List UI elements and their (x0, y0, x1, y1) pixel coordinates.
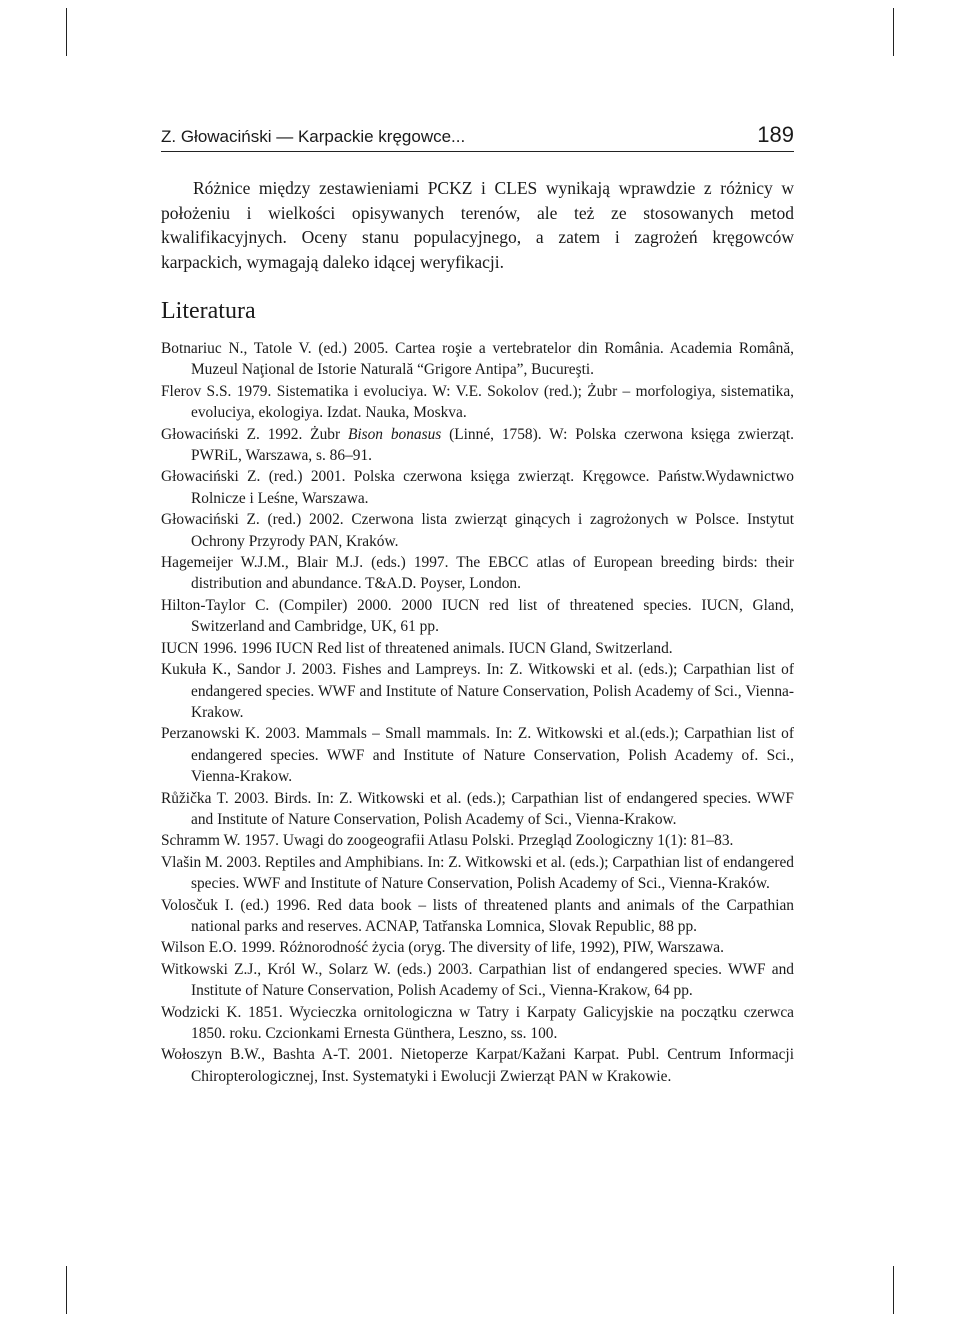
reference-item: Witkowski Z.J., Król W., Solarz W. (eds.) 2003. Carpathian list of endangered species. WWF and Institute of Nature Conservation, Polish Academy of Sci., Vienna-Krakow, 64 pp. (161, 960, 794, 1000)
reference-item: Głowaciński Z. 1992. Żubr Bison bonasus (Linné, 1758). W: Polska czerwona księga zwierząt. PWRiL, Warszawa, s. 86–91. (161, 425, 795, 465)
reference-item: Vlašin M. 2003. Reptiles and Amphibians. In: Z. Witkowski et al. (eds.); Carpathian list of endangered species. WWF and Institute of Nature Conservation, Polish Academy of Sci., Vienna-Kraków. (161, 853, 794, 893)
reference-item: Schramm W. 1957. Uwagi do zoogeografii Atlasu Polski. Przegląd Zoologiczny 1(1): 81–83. (161, 832, 734, 850)
reference-item: IUCN 1996. 1996 IUCN Red list of threatened animals. IUCN Gland, Switzerland. (161, 639, 673, 657)
reference-item: Głowaciński Z. (red.) 2001. Polska czerwona księga zwierząt. Kręgowce. Państw.Wydawnictwo Rolnicze i Leśne, Warszawa. (161, 468, 794, 507)
running-head-title: Z. Głowaciński — Karpackie kręgowce... (161, 127, 466, 146)
reference-item: Kukuła K., Sandor J. 2003. Fishes and Lampreys. In: Z. Witkowski et al. (eds.); Carpathian list of endangered species. WWF and Institute of Nature Conservation, Polish Academy of Sci., Vienna-Krakow. (161, 661, 794, 721)
reference-item: Flerov S.S. 1979. Sistematika i evoluciya. W: V.E. Sokolov (red.); Żubr – morfologiya, sistematika, evoluciya, ekologiya. Izdat. Nauka, Moskva. (161, 382, 794, 422)
running-head (161, 122, 794, 148)
reference-item: Głowaciński Z. (red.) 2002. Czerwona lista zwierząt ginących i zagrożonych w Polsce. Instytut Ochrony Przyrody PAN, Kraków. (161, 511, 794, 550)
reference-item: Wilson E.O. 1999. Różnorodność życia (oryg. The diversity of life, 1992), PIW, Warszawa. (161, 939, 724, 957)
crop-mark-top-left (66, 8, 67, 56)
header-rule (161, 151, 794, 152)
reference-item: Volosčuk I. (ed.) 1996. Red data book – lists of threatened plants and animals of the Carpathian national parks and reserves. ACNAP, Tatřanska Lomnica, Slovak Republic, 88 pp. (161, 896, 794, 935)
reference-list (161, 338, 794, 1087)
reference-item: Perzanowski K. 2003. Mammals – Small mammals. In: Z. Witkowski et al.(eds.); Carpathian list of endangered species. WWF and Institute of Nature Conservation, Polish Academy of. Sci., Vienna-Krakow. (161, 725, 794, 786)
reference-item: Wołoszyn B.W., Bashta A-T. 2001. Nietoperze Karpat/Kažani Karpat. Publ. Centrum Informacji Chiropterologicznej, Inst. Systematyki i Ewolucji Zwierząt PAN w Krakowie. (161, 1046, 794, 1085)
reference-item: Hilton-Taylor C. (Compiler) 2000. 2000 IUCN red list of threatened species. IUCN, Gland, Switzerland and Cambridge, UK, 61 pp. (161, 596, 794, 636)
crop-mark-bottom-right (893, 1266, 894, 1314)
reference-item: Botnariuc N., Tatole V. (ed.) 2005. Cartea roşie a vertebratelor din România. Academia Română, Muzeul Naţional de Istorie Naturală “Grigore Antipa”, Bucureşti. (161, 340, 794, 379)
reference-item: Růžička T. 2003. Birds. In: Z. Witkowski et al. (eds.); Carpathian list of endangered species. WWF and Institute of Nature Conservation, Polish Academy of Sci., Vienna-Krakow. (161, 789, 794, 828)
intro-paragraph: Różnice między zestawieniami PCKZ i CLES wynikają wprawdzie z różnicy w położeniu i wielkości opisywanych terenów, ale też ze stosowanych metod kwalifikacyjnych. Oceny stanu populacyjnego, a zatem i zagrożeń kręgowców karpackich, wymagają daleko idącej weryfikacji. (161, 178, 794, 272)
reference-item: Wodzicki K. 1851. Wycieczka ornitologiczna w Tatry i Karpaty Galicyjskie na początku czerwca 1850. roku. Czcionkami Ernesta Günthera, Leszno, ss. 100. (161, 1003, 794, 1042)
reference-item: Hagemeijer W.J.M., Blair M.J. (eds.) 1997. The EBCC atlas of European breeding birds: their distribution and abundance. T&A.D. Poyser, London. (161, 554, 794, 593)
crop-mark-bottom-left (66, 1266, 67, 1314)
page-number: 189 (757, 122, 794, 147)
crop-mark-top-right (893, 8, 894, 56)
section-heading: Literatura (161, 298, 256, 324)
